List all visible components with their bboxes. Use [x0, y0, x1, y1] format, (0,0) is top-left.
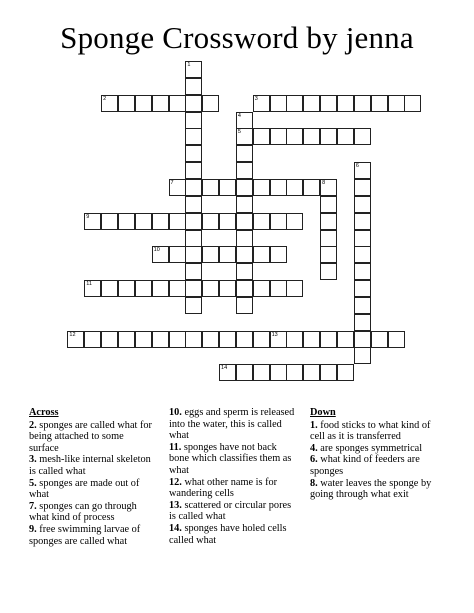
across-clues — [29, 407, 155, 547]
grid-cell[interactable] — [303, 179, 320, 196]
clue-text: free swimming larvae of sponges are called what — [29, 523, 141, 547]
grid-cell[interactable] — [404, 95, 421, 112]
grid-cell[interactable] — [202, 95, 219, 112]
grid-cell[interactable] — [202, 246, 219, 263]
grid-cell[interactable] — [169, 331, 186, 348]
down-clue-list — [310, 420, 440, 501]
grid-cell[interactable] — [84, 331, 101, 348]
grid-cell[interactable] — [388, 331, 405, 348]
grid-cell[interactable] — [270, 95, 287, 112]
grid-cell[interactable] — [253, 280, 270, 297]
grid-cell[interactable] — [101, 331, 118, 348]
clue-number: 8. — [310, 477, 318, 489]
clue-text: sponges can go through what kind of process — [29, 500, 137, 524]
grid-cell[interactable] — [253, 364, 270, 381]
grid-cell[interactable] — [219, 280, 236, 297]
grid-cell[interactable] — [320, 196, 337, 213]
clue-number: 6. — [310, 454, 318, 466]
grid-cell[interactable] — [354, 230, 371, 247]
clue-text: mesh-like internal skeleton is called what — [29, 454, 151, 477]
grid-cell[interactable] — [320, 230, 337, 247]
grid-cell[interactable] — [236, 364, 253, 381]
grid-cell[interactable] — [286, 213, 303, 230]
grid-cell[interactable] — [270, 331, 287, 348]
grid-cell[interactable] — [303, 128, 320, 145]
grid-cell[interactable] — [202, 280, 219, 297]
grid-cell[interactable] — [236, 331, 253, 348]
grid-cell[interactable] — [101, 213, 118, 230]
grid-cell[interactable] — [135, 213, 152, 230]
across-clue-list — [29, 420, 155, 548]
cell-number: 11 — [86, 281, 92, 288]
grid-cell[interactable] — [185, 61, 202, 78]
grid-cell[interactable] — [337, 95, 354, 112]
grid-cell[interactable] — [236, 162, 253, 179]
grid-cell[interactable] — [354, 213, 371, 230]
grid-cell[interactable] — [185, 95, 202, 112]
grid-cell[interactable] — [152, 246, 169, 263]
grid-cell[interactable] — [320, 128, 337, 145]
grid-cell[interactable] — [185, 230, 202, 247]
grid-cell[interactable] — [67, 331, 84, 348]
clue-number: 9. — [29, 523, 37, 535]
grid-cell[interactable] — [286, 331, 303, 348]
clue-number: 10. — [169, 407, 182, 418]
clue-number: 14. — [169, 522, 182, 534]
grid-cell[interactable] — [270, 364, 287, 381]
grid-cell[interactable] — [286, 128, 303, 145]
grid-cell[interactable] — [219, 246, 236, 263]
grid-cell[interactable] — [101, 95, 118, 112]
grid-cell[interactable] — [253, 128, 270, 145]
clue-text: sponges are made out of what — [29, 477, 140, 501]
clue-across-3 — [29, 454, 155, 477]
grid-cell[interactable] — [219, 213, 236, 230]
grid-cell[interactable] — [185, 128, 202, 145]
cell-number: 13 — [271, 331, 278, 338]
grid-cell[interactable] — [286, 179, 303, 196]
grid-cell[interactable] — [286, 364, 303, 381]
grid-cell[interactable] — [320, 364, 337, 381]
grid-cell[interactable] — [169, 213, 186, 230]
cell-number: 8 — [322, 179, 326, 186]
grid-cell[interactable] — [354, 179, 371, 196]
cell-number: 6 — [355, 163, 359, 170]
grid-cell[interactable] — [270, 280, 287, 297]
grid-cell[interactable] — [303, 364, 320, 381]
grid-cell[interactable] — [84, 280, 101, 297]
clue-text: what kind of feeders are sponges — [310, 454, 420, 477]
grid-cell[interactable] — [118, 95, 135, 112]
grid-cell[interactable] — [152, 280, 169, 297]
grid-cell[interactable] — [185, 179, 202, 196]
across-clues-continued — [169, 407, 295, 546]
grid-cell[interactable] — [236, 213, 253, 230]
grid-cell[interactable] — [185, 112, 202, 129]
grid-cell[interactable] — [185, 78, 202, 95]
grid-cell[interactable] — [185, 331, 202, 348]
cell-number: 2 — [103, 95, 107, 102]
grid-cell[interactable] — [388, 95, 405, 112]
clue-across-9 — [29, 524, 155, 547]
grid-cell[interactable] — [253, 246, 270, 263]
grid-cell[interactable] — [118, 213, 135, 230]
cell-number: 7 — [170, 179, 174, 186]
grid-cell[interactable] — [320, 95, 337, 112]
grid-cell[interactable] — [337, 364, 354, 381]
clue-number: 4. — [310, 442, 318, 454]
grid-cell[interactable] — [303, 95, 320, 112]
clue-number: 3. — [29, 454, 37, 466]
grid-cell[interactable] — [152, 213, 169, 230]
clue-number: 13. — [169, 499, 182, 511]
grid-cell[interactable] — [236, 297, 253, 314]
down-clues — [310, 407, 440, 501]
grid-cell[interactable] — [286, 280, 303, 297]
grid-cell[interactable] — [354, 246, 371, 263]
clue-number: 12. — [169, 476, 182, 488]
grid-cell[interactable] — [270, 246, 287, 263]
grid-cell[interactable] — [253, 331, 270, 348]
grid-cell[interactable] — [354, 280, 371, 297]
clue-across_cont-13 — [169, 500, 295, 523]
grid-cell[interactable] — [354, 331, 371, 348]
clue-number: 11. — [169, 441, 182, 453]
grid-cell[interactable] — [135, 95, 152, 112]
grid-cell[interactable] — [236, 230, 253, 247]
grid-cell[interactable] — [185, 162, 202, 179]
down-heading: Down — [310, 407, 336, 418]
grid-cell[interactable] — [236, 263, 253, 280]
clue-number: 5. — [29, 477, 37, 489]
cell-number: 9 — [86, 213, 90, 220]
clue-number: 2. — [29, 419, 37, 431]
across-heading: Across — [29, 407, 59, 418]
grid-cell[interactable] — [169, 280, 186, 297]
grid-cell[interactable] — [236, 246, 253, 263]
grid-cell[interactable] — [236, 145, 253, 162]
cell-number: 14 — [221, 365, 228, 372]
clue-across_cont-10 — [169, 407, 295, 442]
grid-cell[interactable] — [371, 95, 388, 112]
grid-cell[interactable] — [169, 95, 186, 112]
clue-text: what other name is for wandering cells — [169, 476, 278, 500]
grid-cell[interactable] — [236, 112, 253, 129]
grid-cell[interactable] — [236, 179, 253, 196]
clue-down-1 — [310, 420, 440, 443]
clue-text: sponges have not back bone which classifies them as what — [169, 441, 292, 476]
clue-down-6 — [310, 454, 440, 477]
grid-cell[interactable] — [219, 179, 236, 196]
grid-cell[interactable] — [303, 331, 320, 348]
cell-number: 12 — [69, 331, 76, 338]
cell-number: 10 — [153, 247, 160, 254]
grid-cell[interactable] — [236, 280, 253, 297]
grid-cell[interactable] — [118, 331, 135, 348]
grid-cell[interactable] — [185, 263, 202, 280]
grid-cell[interactable] — [354, 128, 371, 145]
grid-cell[interactable] — [152, 95, 169, 112]
grid-cell[interactable] — [169, 246, 186, 263]
grid-cell[interactable] — [185, 246, 202, 263]
grid-cell[interactable] — [286, 95, 303, 112]
clue-text: sponges are called what for being attached to some surface — [29, 419, 152, 454]
grid-cell[interactable] — [152, 331, 169, 348]
clue-across_cont-12 — [169, 477, 295, 500]
clue-down-8 — [310, 478, 440, 501]
grid-cell[interactable] — [185, 196, 202, 213]
grid-cell[interactable] — [101, 280, 118, 297]
grid-cell[interactable] — [337, 331, 354, 348]
grid-cell[interactable] — [118, 280, 135, 297]
clue-number: 1. — [310, 419, 318, 431]
grid-cell[interactable] — [135, 331, 152, 348]
grid-cell[interactable] — [320, 246, 337, 263]
puzzle-title: Sponge Crossword by jenna — [60, 20, 414, 55]
clue-across-5 — [29, 478, 155, 501]
clue-text: sponges have holed cells called what — [169, 522, 287, 546]
across-clue-list-continued — [169, 407, 295, 546]
grid-cell[interactable] — [84, 213, 101, 230]
grid-cell[interactable] — [270, 213, 287, 230]
grid-cell[interactable] — [320, 263, 337, 280]
grid-cell[interactable] — [219, 364, 236, 381]
grid-cell[interactable] — [185, 145, 202, 162]
clue-text: food sticks to what kind of cell as it is transferred — [310, 419, 431, 443]
grid-cell[interactable] — [354, 297, 371, 314]
grid-cell[interactable] — [320, 179, 337, 196]
grid-cell[interactable] — [253, 213, 270, 230]
grid-cell[interactable] — [270, 128, 287, 145]
cell-number: 4 — [237, 112, 241, 119]
grid-cell[interactable] — [320, 213, 337, 230]
grid-cell[interactable] — [354, 162, 371, 179]
grid-cell[interactable] — [135, 280, 152, 297]
clue-text: water leaves the sponge by going through what exit — [310, 477, 432, 501]
cell-number: 5 — [237, 129, 241, 136]
clue-across-7 — [29, 501, 155, 524]
grid-cell[interactable] — [354, 347, 371, 364]
grid-cell[interactable] — [169, 179, 186, 196]
clue-text: are sponges symmetrical — [317, 442, 423, 454]
grid-cell[interactable] — [253, 95, 270, 112]
grid-cell[interactable] — [202, 179, 219, 196]
clue-across_cont-11 — [169, 442, 295, 477]
grid-cell[interactable] — [202, 213, 219, 230]
grid-cell[interactable] — [236, 128, 253, 145]
clue-text: scattered or circular pores is called what — [169, 499, 292, 523]
grid-cell[interactable] — [185, 297, 202, 314]
grid-cell[interactable] — [236, 196, 253, 213]
grid-cell[interactable] — [320, 331, 337, 348]
grid-cell[interactable] — [371, 331, 388, 348]
cell-number: 1 — [187, 62, 191, 68]
grid-cell[interactable] — [354, 196, 371, 213]
grid-cell[interactable] — [270, 179, 287, 196]
clue-number: 7. — [29, 500, 37, 512]
grid-cell[interactable] — [253, 179, 270, 196]
grid-cell[interactable] — [185, 280, 202, 297]
grid-cell[interactable] — [354, 95, 371, 112]
grid-cell[interactable] — [354, 263, 371, 280]
grid-cell[interactable] — [219, 331, 236, 348]
clue-text: eggs and sperm is released into the water, this is called what — [169, 407, 295, 442]
clue-down-4 — [310, 443, 440, 455]
grid-cell[interactable] — [185, 213, 202, 230]
grid-cell[interactable] — [337, 128, 354, 145]
clue-across-2 — [29, 420, 155, 455]
clue-across_cont-14 — [169, 523, 295, 546]
grid-cell[interactable] — [202, 331, 219, 348]
cell-number: 3 — [254, 95, 258, 102]
grid-cell[interactable] — [354, 314, 371, 331]
